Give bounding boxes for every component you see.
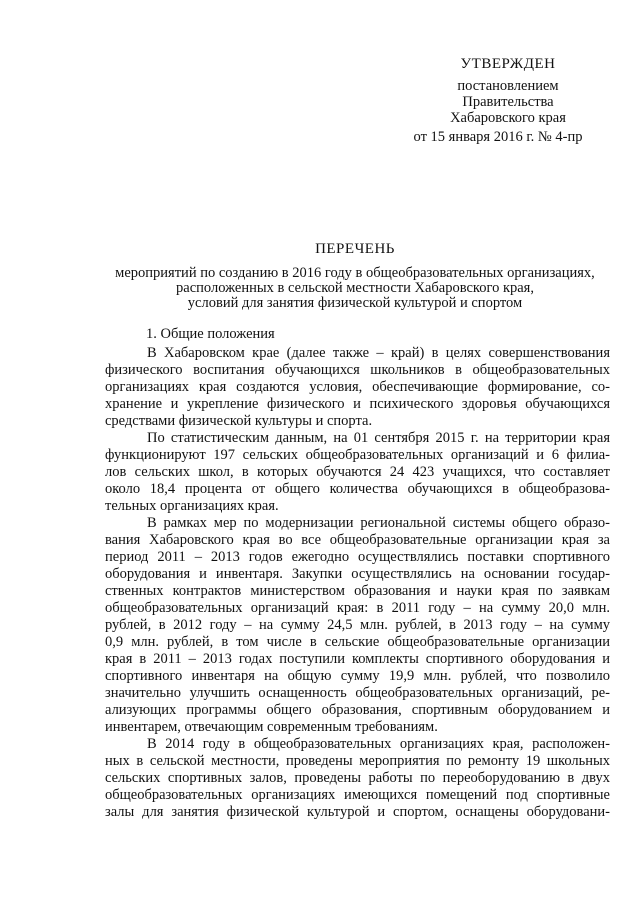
paragraph [105,345,610,430]
approval-line: Хабаровского края [450,110,566,126]
text-line: вания Хабаровского края во все общеобразовательные организации края за [105,532,610,548]
text-line: ственных контрактов министерством образования и науки края по заявкам [105,583,610,599]
document-body [105,345,610,821]
approval-title: УТВЕРЖДЕН [460,56,556,72]
approval-line: постановлением [457,78,559,94]
text-line: 0,9 млн. рублей, в том числе в сельские общеобразовательные организации [105,634,610,650]
text-line: функционируют 197 сельских общеобразовательных организаций и 6 филиа- [105,447,610,463]
text-line: период 2011 – 2013 годов ежегодно осуществлялись поставки спортивного [105,549,610,565]
text-line: общеобразовательных организаций края: в 2011 году – на сумму 20,0 млн. [105,600,610,616]
document-subtitle-line: мероприятий по созданию в 2016 году в общеобразовательных организациях, [115,265,595,281]
section-heading: 1. Общие положения [146,326,275,342]
text-line: инвентарем, отвечающим современным требованиям. [105,719,438,735]
text-line: спортивного инвентаря на общую сумму 19,9 млн. рублей, что позволило [105,668,610,684]
document-title: ПЕРЕЧЕНЬ [315,241,395,257]
approval-date: от 15 января 2016 г. № 4-пр [413,129,583,145]
paragraph [105,515,610,736]
text-line: По статистическим данным, на 01 сентября 2015 г. на территории края [147,430,610,446]
document-subtitle-line: условий для занятия физической культурой и спортом [187,295,523,311]
text-line: края в 2011 – 2013 годах поступили комплекты спортивного оборудования и [105,651,610,667]
text-line: сельских спортивных залов, проведены работы по переоборудованию в двух [105,770,610,786]
text-line: лов сельских школ, в которых обучаются 24 423 учащихся, что составляет [105,464,610,480]
paragraph [105,736,610,821]
text-line: ализующих программы общего образования, спортивным оборудованием и [105,702,610,718]
text-line: ных в сельской местности, проведены мероприятия по ремонту 19 школьных [105,753,610,769]
text-line: залы для занятия физической культурой и спортом, оснащены оборудовани- [105,804,610,820]
text-line: хранение и укрепление физического и психического здоровья обучающихся [105,396,610,412]
text-line: В Хабаровском крае (далее также – край) в целях совершенствования [147,345,610,361]
paragraph [105,430,610,515]
text-line: средствами физической культуры и спорта. [105,413,373,429]
text-line: В 2014 году в общеобразовательных организациях края, расположен- [147,736,610,752]
text-line: значительно улучшить оснащенность общеобразовательных организаций, ре- [105,685,610,701]
document-title-block [100,240,610,311]
text-line: физического воспитания обучающихся школьников в общеобразовательных [105,362,610,378]
text-line: тельных организациях края. [105,498,279,514]
text-line: рублей, в 2012 году – на сумму 24,5 млн. рублей, в 2013 году – на сумму [105,617,610,633]
text-line: организациях края создаются условия, обеспечивающие формирование, со- [105,379,610,395]
text-line: В рамках мер по модернизации региональной системы общего образо- [147,515,610,531]
text-line: общеобразовательных организациях имеющихся помещений под спортивные [105,787,610,803]
document-subtitle-line: расположенных в сельской местности Хабаровского края, [176,280,534,296]
text-line: около 18,4 процента от общего количества обучающихся в общеобразова- [105,481,610,497]
approval-line: Правительства [462,94,554,110]
approval-stamp [408,56,608,145]
text-line: оборудования и инвентаря. Закупки осуществлялись на основании государ- [105,566,610,582]
